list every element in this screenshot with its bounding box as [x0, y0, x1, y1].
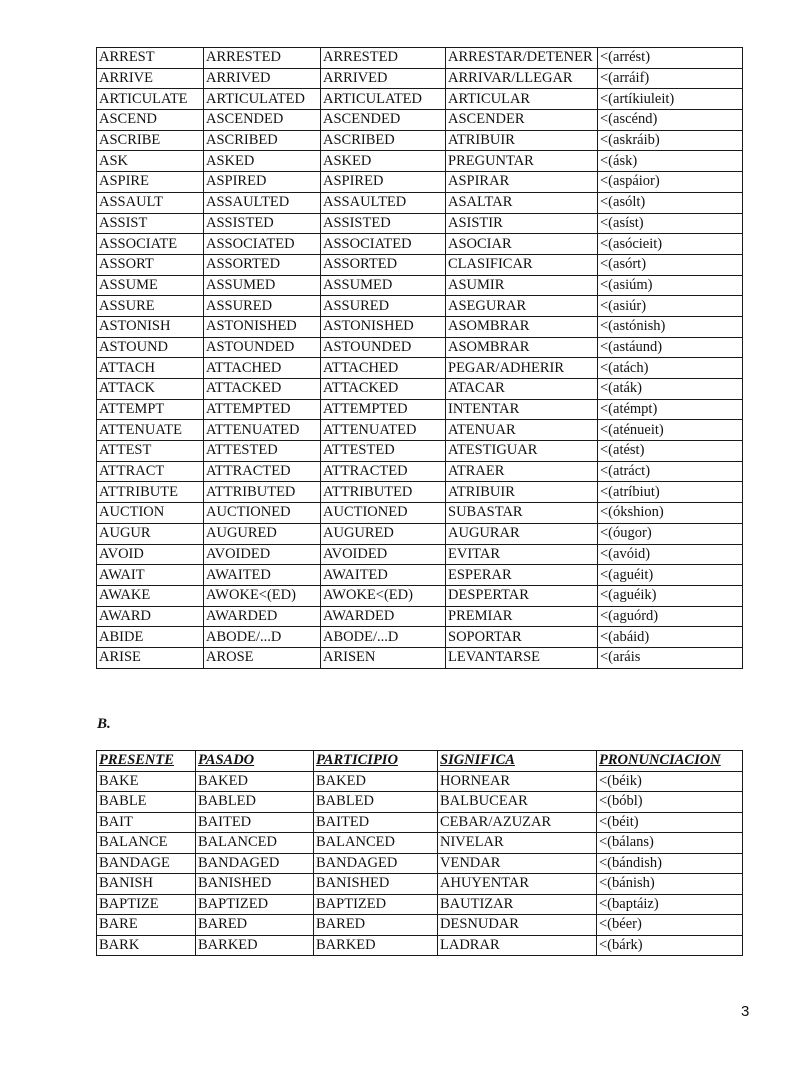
- present-cell: AUGUR: [97, 523, 204, 544]
- present-cell: BALANCE: [97, 833, 196, 854]
- table-row: [97, 915, 743, 936]
- present-cell: ASTONISH: [97, 316, 204, 337]
- past-cell: ATTRACTED: [204, 461, 321, 482]
- past-cell: BANISHED: [196, 874, 314, 895]
- pronunciation-cell: <(astáund): [598, 337, 743, 358]
- past-cell: ATTRIBUTED: [204, 482, 321, 503]
- past-cell: ATTACKED: [204, 379, 321, 400]
- participle-cell: AWOKE<(ED): [321, 585, 446, 606]
- meaning-cell: ASCENDER: [446, 110, 598, 131]
- table-row: [97, 503, 743, 524]
- past-cell: BAITED: [196, 812, 314, 833]
- pronunciation-cell: <(ásk): [598, 151, 743, 172]
- pronunciation-cell: <(bándish): [597, 853, 743, 874]
- meaning-cell: INTENTAR: [446, 399, 598, 420]
- participle-cell: BABLED: [314, 792, 438, 813]
- meaning-cell: ASUMIR: [446, 275, 598, 296]
- participle-cell: ATTESTED: [321, 441, 446, 462]
- table-row: [97, 606, 743, 627]
- participle-cell: ATTRIBUTED: [321, 482, 446, 503]
- pronunciation-cell: <(atách): [598, 358, 743, 379]
- table-row: [97, 234, 743, 255]
- table-row: [97, 874, 743, 895]
- meaning-cell: ATACAR: [446, 379, 598, 400]
- pronunciation-cell: <(ascénd): [598, 110, 743, 131]
- meaning-cell: LADRAR: [438, 935, 597, 956]
- meaning-cell: EVITAR: [446, 544, 598, 565]
- participle-cell: BARKED: [314, 935, 438, 956]
- present-cell: ASSURE: [97, 296, 204, 317]
- header-presente: PRESENTE: [97, 751, 196, 772]
- present-cell: ASCRIBE: [97, 130, 204, 151]
- participle-cell: BANISHED: [314, 874, 438, 895]
- pronunciation-cell: <(aguéit): [598, 565, 743, 586]
- header-pasado: PASADO: [196, 751, 314, 772]
- verbs-table-b: [96, 750, 743, 956]
- header-participio: PARTICIPIO: [314, 751, 438, 772]
- meaning-cell: CEBAR/AZUZAR: [438, 812, 597, 833]
- meaning-cell: ASOMBRAR: [446, 337, 598, 358]
- meaning-cell: ARRESTAR/DETENER: [446, 48, 598, 69]
- present-cell: ASSORT: [97, 254, 204, 275]
- present-cell: ATTEMPT: [97, 399, 204, 420]
- header-pronunciacion: PRONUNCIACION: [597, 751, 743, 772]
- present-cell: ATTACK: [97, 379, 204, 400]
- participle-cell: AWARDED: [321, 606, 446, 627]
- present-cell: ASCEND: [97, 110, 204, 131]
- pronunciation-cell: <(atémpt): [598, 399, 743, 420]
- present-cell: ARTICULATE: [97, 89, 204, 110]
- meaning-cell: VENDAR: [438, 853, 597, 874]
- pronunciation-cell: <(ókshion): [598, 503, 743, 524]
- meaning-cell: ASOCIAR: [446, 234, 598, 255]
- pronunciation-cell: <(atráct): [598, 461, 743, 482]
- table-row: [97, 627, 743, 648]
- table-row: [97, 833, 743, 854]
- pronunciation-cell: <(aspáior): [598, 172, 743, 193]
- present-cell: BAPTIZE: [97, 894, 196, 915]
- pronunciation-cell: <(bárk): [597, 935, 743, 956]
- table-row: [97, 68, 743, 89]
- table-row: [97, 585, 743, 606]
- participle-cell: ARTICULATED: [321, 89, 446, 110]
- participle-cell: BANDAGED: [314, 853, 438, 874]
- meaning-cell: ASEGURAR: [446, 296, 598, 317]
- header-row: [97, 751, 743, 772]
- pronunciation-cell: <(aráis: [598, 647, 743, 668]
- past-cell: ATTEMPTED: [204, 399, 321, 420]
- meaning-cell: ATRAER: [446, 461, 598, 482]
- table-row: [97, 316, 743, 337]
- table-row: [97, 213, 743, 234]
- participle-cell: ASSORTED: [321, 254, 446, 275]
- present-cell: ASTOUND: [97, 337, 204, 358]
- participle-cell: ATTEMPTED: [321, 399, 446, 420]
- meaning-cell: BALBUCEAR: [438, 792, 597, 813]
- past-cell: AWOKE<(ED): [204, 585, 321, 606]
- past-cell: ASPIRED: [204, 172, 321, 193]
- present-cell: ATTRACT: [97, 461, 204, 482]
- past-cell: AWAITED: [204, 565, 321, 586]
- past-cell: ASTOUNDED: [204, 337, 321, 358]
- past-cell: BAKED: [196, 771, 314, 792]
- past-cell: AROSE: [204, 647, 321, 668]
- present-cell: ASSIST: [97, 213, 204, 234]
- participle-cell: ARRESTED: [321, 48, 446, 69]
- present-cell: AWAKE: [97, 585, 204, 606]
- pronunciation-cell: <(arráif): [598, 68, 743, 89]
- meaning-cell: BAUTIZAR: [438, 894, 597, 915]
- meaning-cell: LEVANTARSE: [446, 647, 598, 668]
- pronunciation-cell: <(aguéik): [598, 585, 743, 606]
- table-row: [97, 420, 743, 441]
- meaning-cell: ASALTAR: [446, 192, 598, 213]
- table-row: [97, 48, 743, 69]
- participle-cell: AVOIDED: [321, 544, 446, 565]
- past-cell: ASCRIBED: [204, 130, 321, 151]
- past-cell: ASCENDED: [204, 110, 321, 131]
- present-cell: ATTEST: [97, 441, 204, 462]
- present-cell: BABLE: [97, 792, 196, 813]
- pronunciation-cell: <(asólt): [598, 192, 743, 213]
- participle-cell: ARISEN: [321, 647, 446, 668]
- pronunciation-cell: <(abáid): [598, 627, 743, 648]
- table-row: [97, 151, 743, 172]
- pronunciation-cell: <(artíkiuleit): [598, 89, 743, 110]
- participle-cell: ATTACHED: [321, 358, 446, 379]
- meaning-cell: SUBASTAR: [446, 503, 598, 524]
- participle-cell: BALANCED: [314, 833, 438, 854]
- table-row: [97, 482, 743, 503]
- table-row: [97, 254, 743, 275]
- participle-cell: ATTRACTED: [321, 461, 446, 482]
- participle-cell: ATTENUATED: [321, 420, 446, 441]
- pronunciation-cell: <(baptáiz): [597, 894, 743, 915]
- participle-cell: ASSOCIATED: [321, 234, 446, 255]
- table-row: [97, 461, 743, 482]
- meaning-cell: ATRIBUIR: [446, 130, 598, 151]
- participle-cell: BAITED: [314, 812, 438, 833]
- meaning-cell: PREGUNTAR: [446, 151, 598, 172]
- participle-cell: ARRIVED: [321, 68, 446, 89]
- table-row: [97, 192, 743, 213]
- past-cell: AVOIDED: [204, 544, 321, 565]
- past-cell: ATTESTED: [204, 441, 321, 462]
- meaning-cell: ATENUAR: [446, 420, 598, 441]
- meaning-cell: CLASIFICAR: [446, 254, 598, 275]
- table-row: [97, 110, 743, 131]
- participle-cell: ASSAULTED: [321, 192, 446, 213]
- participle-cell: ASSISTED: [321, 213, 446, 234]
- past-cell: BAPTIZED: [196, 894, 314, 915]
- past-cell: ARRESTED: [204, 48, 321, 69]
- present-cell: ATTACH: [97, 358, 204, 379]
- page-number: 3: [741, 1003, 750, 1020]
- participle-cell: ASTOUNDED: [321, 337, 446, 358]
- present-cell: ABIDE: [97, 627, 204, 648]
- past-cell: ASSURED: [204, 296, 321, 317]
- past-cell: BARED: [196, 915, 314, 936]
- table-row: [97, 172, 743, 193]
- pronunciation-cell: <(asórt): [598, 254, 743, 275]
- meaning-cell: ATRIBUIR: [446, 482, 598, 503]
- present-cell: BARE: [97, 915, 196, 936]
- past-cell: ASSORTED: [204, 254, 321, 275]
- meaning-cell: SOPORTAR: [446, 627, 598, 648]
- past-cell: ASSUMED: [204, 275, 321, 296]
- pronunciation-cell: <(aguórd): [598, 606, 743, 627]
- past-cell: BARKED: [196, 935, 314, 956]
- past-cell: ARTICULATED: [204, 89, 321, 110]
- participle-cell: ASCRIBED: [321, 130, 446, 151]
- table-row: [97, 441, 743, 462]
- table-row: [97, 337, 743, 358]
- meaning-cell: ARTICULAR: [446, 89, 598, 110]
- pronunciation-cell: <(asíst): [598, 213, 743, 234]
- present-cell: ASPIRE: [97, 172, 204, 193]
- past-cell: ASSOCIATED: [204, 234, 321, 255]
- meaning-cell: HORNEAR: [438, 771, 597, 792]
- table-row: [97, 935, 743, 956]
- pronunciation-cell: <(bóbl): [597, 792, 743, 813]
- present-cell: BANISH: [97, 874, 196, 895]
- pronunciation-cell: <(béik): [597, 771, 743, 792]
- pronunciation-cell: <(avóid): [598, 544, 743, 565]
- meaning-cell: PEGAR/ADHERIR: [446, 358, 598, 379]
- table-row: [97, 523, 743, 544]
- past-cell: ASSISTED: [204, 213, 321, 234]
- participle-cell: AWAITED: [321, 565, 446, 586]
- participle-cell: BAKED: [314, 771, 438, 792]
- past-cell: BANDAGED: [196, 853, 314, 874]
- meaning-cell: ASOMBRAR: [446, 316, 598, 337]
- past-cell: ASTONISHED: [204, 316, 321, 337]
- pronunciation-cell: <(atést): [598, 441, 743, 462]
- section-label-b: B.: [97, 716, 111, 732]
- present-cell: AWAIT: [97, 565, 204, 586]
- verbs-table-b-body: [97, 771, 743, 956]
- participle-cell: AUCTIONED: [321, 503, 446, 524]
- past-cell: ATTENUATED: [204, 420, 321, 441]
- pronunciation-cell: <(aténueit): [598, 420, 743, 441]
- table-row: [97, 89, 743, 110]
- participle-cell: ABODE/...D: [321, 627, 446, 648]
- participle-cell: ASPIRED: [321, 172, 446, 193]
- pronunciation-cell: <(aták): [598, 379, 743, 400]
- table-row: [97, 544, 743, 565]
- present-cell: BARK: [97, 935, 196, 956]
- pronunciation-cell: <(asiúr): [598, 296, 743, 317]
- meaning-cell: DESPERTAR: [446, 585, 598, 606]
- past-cell: ASKED: [204, 151, 321, 172]
- meaning-cell: ESPERAR: [446, 565, 598, 586]
- pronunciation-cell: <(óugor): [598, 523, 743, 544]
- verbs-table-b-header: [97, 751, 743, 772]
- past-cell: BABLED: [196, 792, 314, 813]
- table-row: [97, 296, 743, 317]
- meaning-cell: ASISTIR: [446, 213, 598, 234]
- verbs-table-a-body: [97, 48, 743, 669]
- pronunciation-cell: <(asiúm): [598, 275, 743, 296]
- participle-cell: ASSUMED: [321, 275, 446, 296]
- present-cell: ARREST: [97, 48, 204, 69]
- pronunciation-cell: <(bánish): [597, 874, 743, 895]
- table-row: [97, 647, 743, 668]
- table-row: [97, 894, 743, 915]
- present-cell: BAIT: [97, 812, 196, 833]
- meaning-cell: ASPIRAR: [446, 172, 598, 193]
- pronunciation-cell: <(bálans): [597, 833, 743, 854]
- participle-cell: ASKED: [321, 151, 446, 172]
- participle-cell: ASCENDED: [321, 110, 446, 131]
- pronunciation-cell: <(atríbiut): [598, 482, 743, 503]
- meaning-cell: ARRIVAR/LLEGAR: [446, 68, 598, 89]
- present-cell: BAKE: [97, 771, 196, 792]
- pronunciation-cell: <(asócieit): [598, 234, 743, 255]
- pronunciation-cell: <(askráib): [598, 130, 743, 151]
- past-cell: ATTACHED: [204, 358, 321, 379]
- present-cell: ATTENUATE: [97, 420, 204, 441]
- pronunciation-cell: <(astónish): [598, 316, 743, 337]
- present-cell: ASSUME: [97, 275, 204, 296]
- past-cell: AUCTIONED: [204, 503, 321, 524]
- past-cell: ASSAULTED: [204, 192, 321, 213]
- present-cell: ATTRIBUTE: [97, 482, 204, 503]
- present-cell: ASSAULT: [97, 192, 204, 213]
- header-significa: SIGNIFICA: [438, 751, 597, 772]
- participle-cell: ASTONISHED: [321, 316, 446, 337]
- table-row: [97, 771, 743, 792]
- present-cell: ASSOCIATE: [97, 234, 204, 255]
- past-cell: AUGURED: [204, 523, 321, 544]
- table-row: [97, 812, 743, 833]
- pronunciation-cell: <(arrést): [598, 48, 743, 69]
- present-cell: ARRIVE: [97, 68, 204, 89]
- present-cell: AVOID: [97, 544, 204, 565]
- table-row: [97, 399, 743, 420]
- participle-cell: BARED: [314, 915, 438, 936]
- meaning-cell: AUGURAR: [446, 523, 598, 544]
- present-cell: BANDAGE: [97, 853, 196, 874]
- past-cell: BALANCED: [196, 833, 314, 854]
- table-row: [97, 358, 743, 379]
- meaning-cell: NIVELAR: [438, 833, 597, 854]
- past-cell: ARRIVED: [204, 68, 321, 89]
- table-row: [97, 565, 743, 586]
- participle-cell: ASSURED: [321, 296, 446, 317]
- present-cell: ASK: [97, 151, 204, 172]
- participle-cell: BAPTIZED: [314, 894, 438, 915]
- participle-cell: AUGURED: [321, 523, 446, 544]
- past-cell: AWARDED: [204, 606, 321, 627]
- table-row: [97, 792, 743, 813]
- present-cell: ARISE: [97, 647, 204, 668]
- table-row: [97, 275, 743, 296]
- table-row: [97, 853, 743, 874]
- meaning-cell: ATESTIGUAR: [446, 441, 598, 462]
- past-cell: ABODE/...D: [204, 627, 321, 648]
- pronunciation-cell: <(béer): [597, 915, 743, 936]
- table-row: [97, 379, 743, 400]
- pronunciation-cell: <(béit): [597, 812, 743, 833]
- table-row: [97, 130, 743, 151]
- meaning-cell: DESNUDAR: [438, 915, 597, 936]
- present-cell: AWARD: [97, 606, 204, 627]
- meaning-cell: PREMIAR: [446, 606, 598, 627]
- participle-cell: ATTACKED: [321, 379, 446, 400]
- verbs-table-a: [96, 47, 743, 669]
- meaning-cell: AHUYENTAR: [438, 874, 597, 895]
- present-cell: AUCTION: [97, 503, 204, 524]
